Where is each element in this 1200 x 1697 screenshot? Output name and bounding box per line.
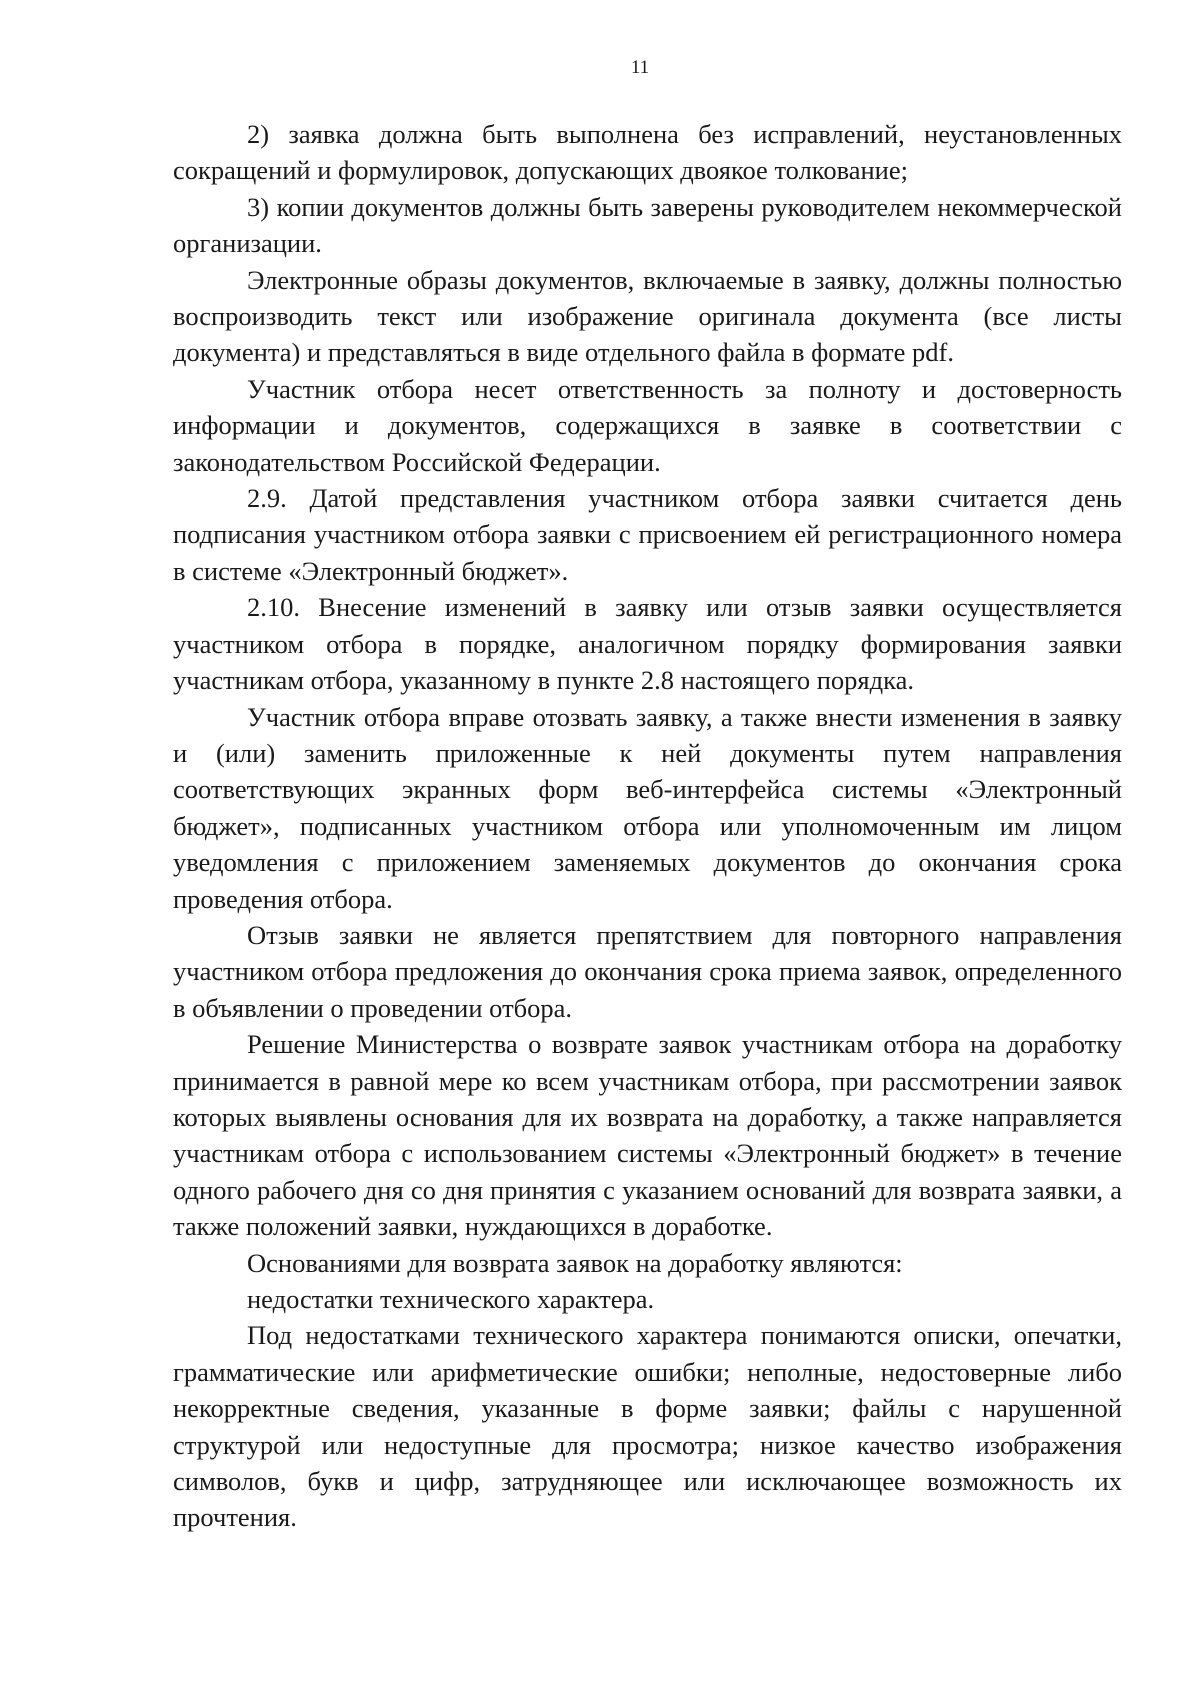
paragraph-ministry-decision: Решение Министерства о возврате заявок участникам отбора на доработку принимается в равной мере ко всем участникам отбора, при рассмотрении заявок которых выявлены основания для их возврата на доработку, а также направляется участникам отбора с использованием системы «Электронный бюджет» в течение одного рабочего дня со дня принятия с указанием оснований для возврата заявки, а также положений заявки, нуждающихся в доработке. xyxy=(173,1029,1122,1242)
paragraph-technical-defects-definition: Под недостатками технического характера понимаются описки, опечатки, грамматические или арифметические ошибки; неполные, недостоверные либо некорректные сведения, указанные в форме заявки; файлы с нарушенной структурой или недоступные для просмотра; низкое качество изображения символов, букв и цифр, затрудняющее или исключающее возможность их прочтения. xyxy=(173,1320,1122,1533)
paragraph-electronic-images: Электронные образы документов, включаемые в заявку, должны полностью воспроизводить текст или изображение оригинала документа (все листы документа) и представляться в виде отдельного файла в формате pdf. xyxy=(173,264,1122,368)
paragraph-return-grounds: Основаниями для возврата заявок на доработку являются: xyxy=(247,1247,903,1278)
document-body xyxy=(173,116,1122,1536)
paragraph-technical-defects: недостатки технического характера. xyxy=(247,1284,655,1314)
paragraph-withdrawal-not-obstacle: Отзыв заявки не является препятствием для повторного направления участником отбора предложения до окончания срока приема заявок, определенного в объявлении о проведении отбора. xyxy=(173,919,1122,1023)
paragraph-item-3: 3) копии документов должны быть заверены руководителем некоммерческой организации. xyxy=(173,191,1122,259)
paragraph-participant-responsibility: Участник отбора несет ответственность за полноту и достоверность информации и документов, содержащихся в заявке в соответствии с законодательством Российской Федерации. xyxy=(173,373,1122,477)
paragraph-withdraw-application: Участник отбора вправе отозвать заявку, а также внести изменения в заявку и (или) заменить приложенные к ней документы путем направления соответствующих экранных форм веб-интерфейса системы «Электронный бюджет», подписанных участником отбора или уполномоченным им лицом уведомления с приложением заменяемых документов до окончания срока проведения отбора. xyxy=(173,701,1122,914)
page-number: 11 xyxy=(630,57,650,78)
paragraph-2-10: 2.10. Внесение изменений в заявку или отзыв заявки осуществляется участником отбора в порядке, аналогичном порядку формирования заявки участникам отбора, указанному в пункте 2.8 настоящего порядка. xyxy=(173,592,1122,696)
paragraph-2-9: 2.9. Датой представления участником отбора заявки считается день подписания участником отбора заявки с присвоением ей регистрационного номера в системе «Электронный бюджет». xyxy=(173,483,1122,586)
paragraph-item-2: 2) заявка должна быть выполнена без исправлений, неустановленных сокращений и формулировок, допускающих двоякое толкование; xyxy=(173,119,1122,186)
